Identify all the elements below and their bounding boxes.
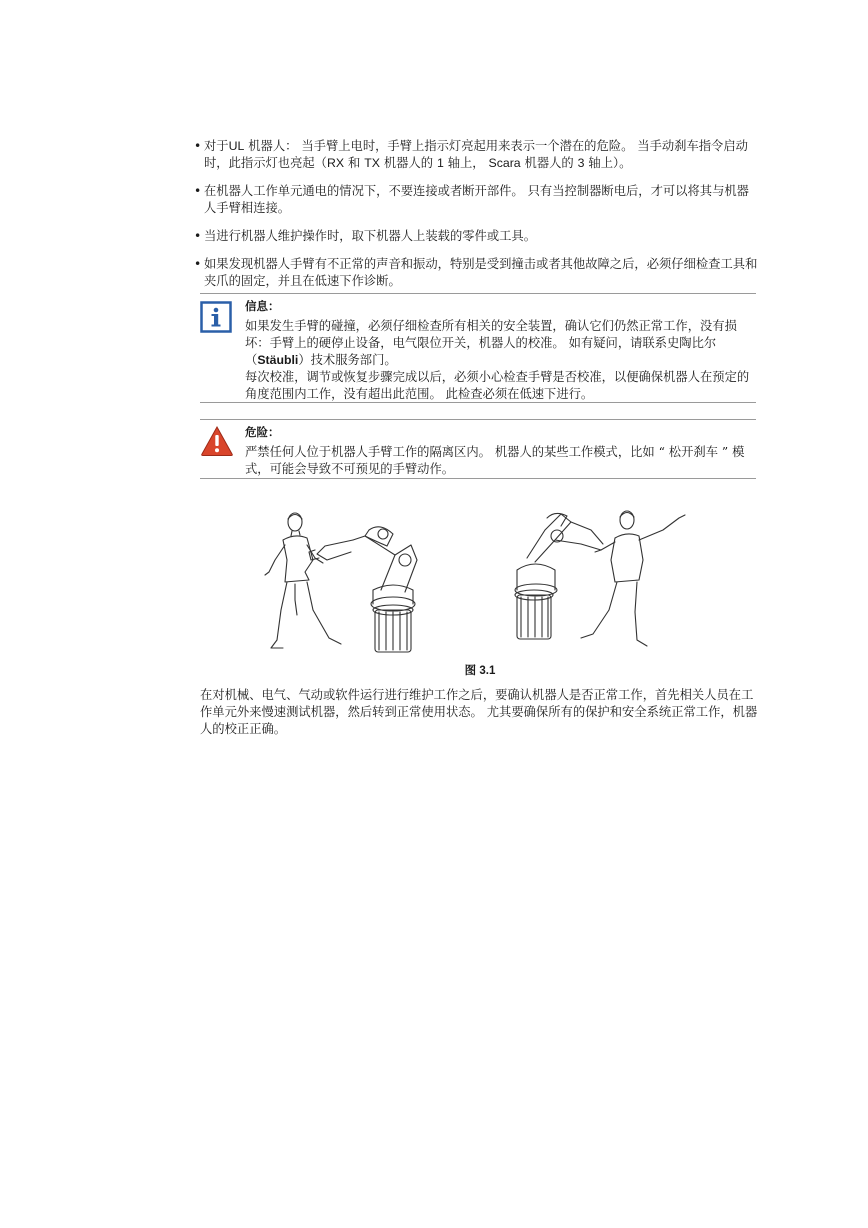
bullet-text: 在机器人工作单元通电的情况下，不要连接或者断开部件。 只有当控制器断电后，才可以将其与机器人手臂相连接。 [204, 184, 749, 215]
robot-arm-right [515, 513, 603, 639]
info-paragraph: 如果发生手臂的碰撞，必须仔细检查所有相关的安全装置，确认它们仍然正常工作，没有损坏：手臂上的硬停止设备，电气限位开关，机器人的校准。 如有疑问，请联系史陶比尔（Stäubli）技术服务部门。 [245, 319, 737, 367]
brand-name: Stäubli [257, 353, 299, 367]
bullet-dot: • [194, 257, 202, 271]
danger-title: 危险： [245, 427, 280, 439]
person-figure-right [581, 511, 685, 646]
bullet-text: 如果发现机器人手臂有不正常的声音和振动，特别是受到撞击或者其他故障之后，必须仔细检查工具和夹爪的固定，并且在低速下作诊断。 [204, 257, 758, 288]
bullet-item [194, 228, 760, 245]
info-icon [200, 301, 232, 337]
person-figure-left [265, 513, 341, 648]
robot-illustration [255, 500, 695, 660]
bullet-dot: • [194, 139, 202, 153]
bullet-item [194, 256, 760, 290]
warning-triangle-icon [200, 425, 234, 461]
info-title: 信息： [245, 301, 280, 313]
bullet-dot: • [194, 184, 202, 198]
bullet-list [194, 138, 760, 301]
closing-paragraph: 在对机械、电气、气动或软件运行进行维护工作之后，要确认机器人是否正常工作，首先相关人员在工作单元外来慢速测试机器，然后转到正常使用状态。 尤其要确保所有的保护和安全系统正常工作，机器人的校正正确。 [200, 688, 758, 736]
bullet-item [194, 138, 760, 172]
bullet-dot: • [194, 229, 202, 243]
info-content [245, 299, 757, 403]
bullet-text: 当进行机器人维护操作时，取下机器人上装载的零件或工具。 [204, 229, 537, 243]
robot-arm-left [309, 527, 417, 652]
danger-paragraph: 严禁任何人位于机器人手臂工作的隔离区内。 机器人的某些工作模式，比如 “ 松开刹车 ” 模式，可能会导致不可预见的手臂动作。 [245, 445, 745, 476]
danger-content [245, 425, 757, 478]
info-notice [200, 293, 756, 403]
figure-caption: 图 3.1 [464, 665, 496, 677]
bullet-text: 对于UL 机器人： 当手臂上电时，手臂上指示灯亮起用来表示一个潜在的危险。 当手动刹车指令启动时，此指示灯也亮起（RX 和 TX 机器人的 1 轴上， Scara 机器人的 3 轴上）。 [204, 139, 748, 170]
bullet-item [194, 183, 760, 217]
danger-notice [200, 419, 756, 479]
info-paragraph: 每次校准，调节或恢复步骤完成以后，必须小心检查手臂是否校准，以便确保机器人在预定的角度范围内工作，没有超出此范围。 此检查必须在低速下进行。 [245, 370, 750, 401]
